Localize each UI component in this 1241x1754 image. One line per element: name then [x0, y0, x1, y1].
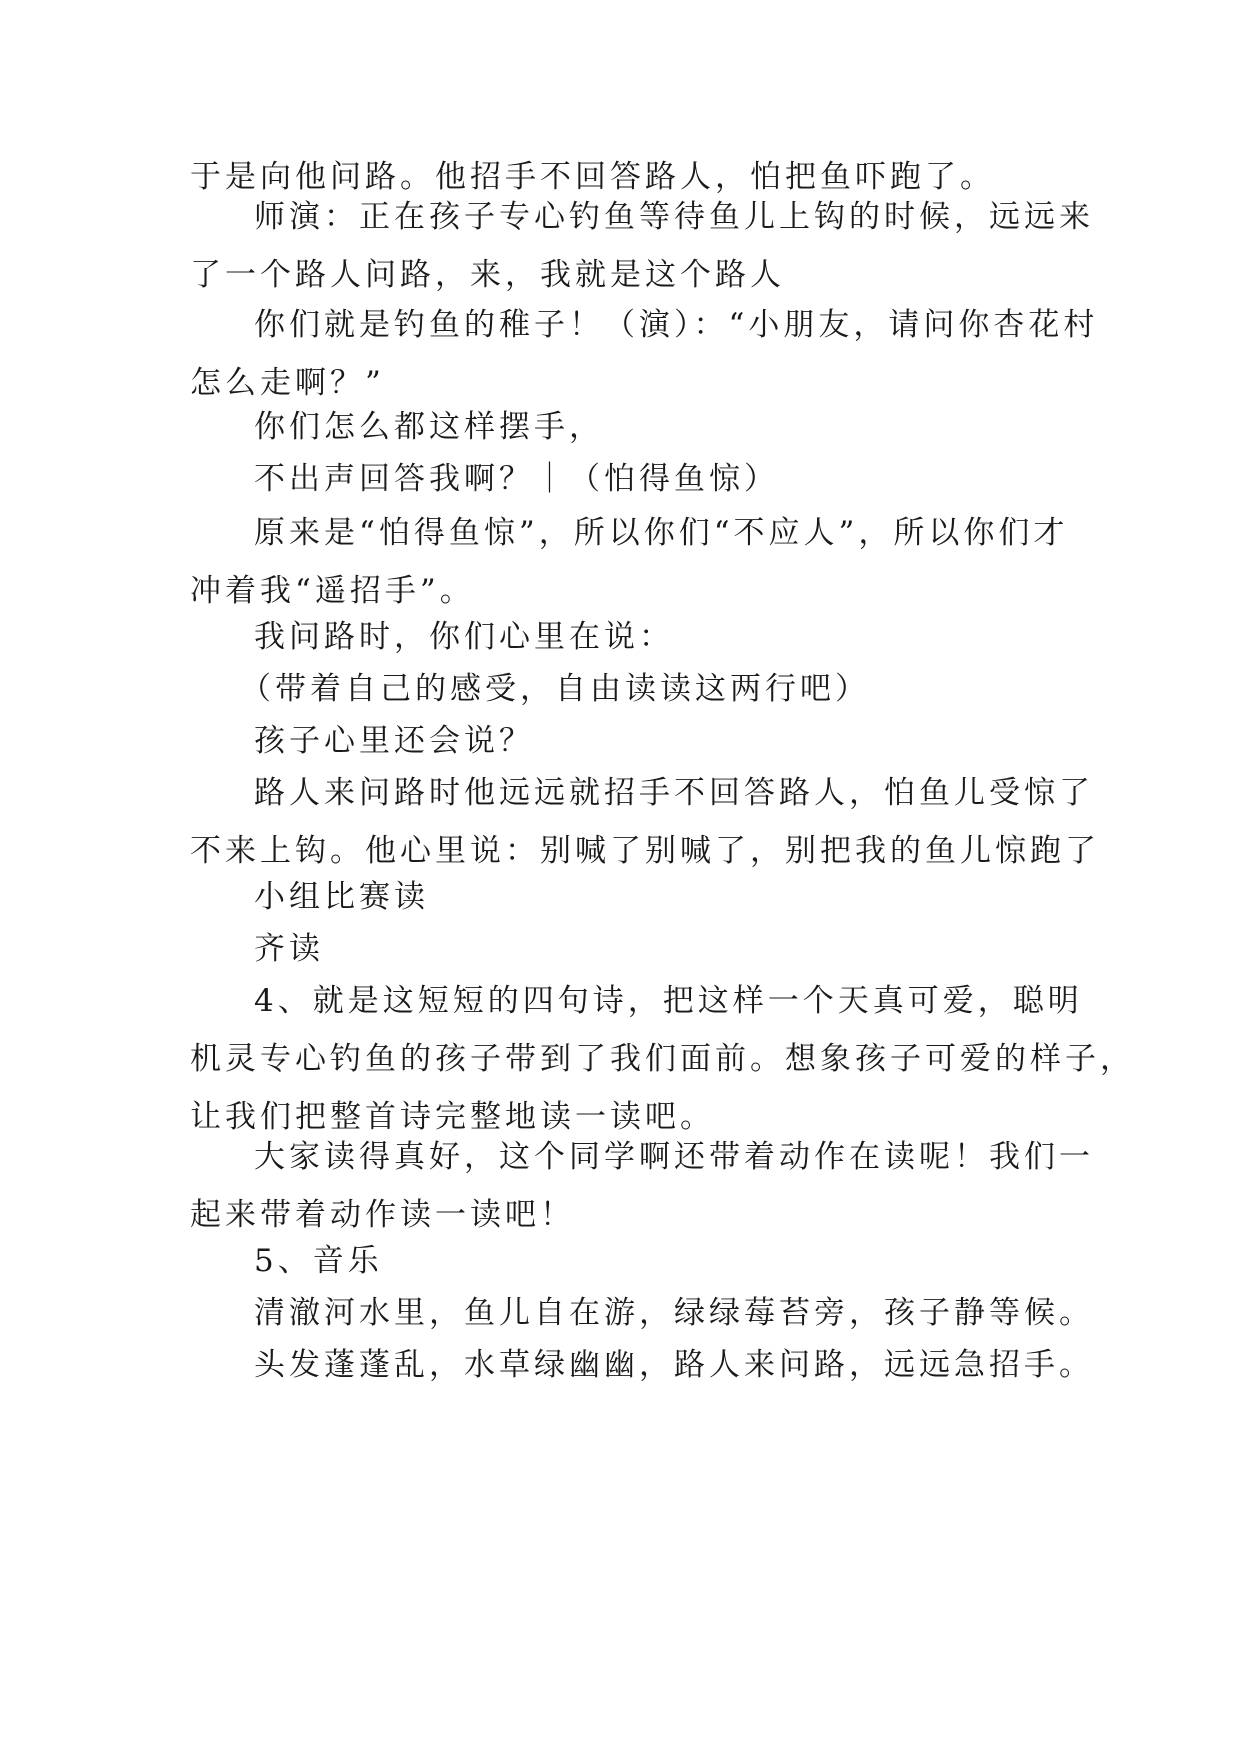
text-line: 清澈河水里，鱼儿自在游，绿绿莓苔旁，孩子静等候。	[254, 1295, 1094, 1331]
text-line: 路人来问路时他远远就招手不回答路人，怕鱼儿受惊了	[254, 775, 1094, 811]
text-line: 头发蓬蓬乱，水草绿幽幽，路人来问路，远远急招手。	[254, 1347, 1094, 1383]
text-line: 你们就是钓鱼的稚子！（演）：“小朋友，请问你杏花村	[254, 307, 1099, 343]
paragraph-11	[190, 868, 1060, 926]
paragraph-2	[190, 188, 1094, 304]
text-line: 齐读	[254, 931, 324, 967]
paragraph-16	[190, 1284, 1094, 1342]
text-line: 让我们把整首诗完整地读一读吧。	[190, 1099, 715, 1135]
text-line: 4、就是这短短的四句诗，把这样一个天真可爱，聪明	[254, 983, 1083, 1019]
text-line: 你们怎么都这样摆手，	[254, 409, 604, 445]
paragraph-3	[190, 296, 1099, 412]
text-line: 我问路时，你们心里在说：	[254, 619, 674, 655]
text-line: 冲着我“遥招手”。	[190, 573, 475, 609]
text-line: 了一个路人问路，来，我就是这个路人	[190, 257, 785, 293]
paragraph-9	[190, 712, 1060, 770]
text-line: 大家读得真好，这个同学啊还带着动作在读呢！我们一	[254, 1139, 1094, 1175]
paragraph-12	[190, 920, 1060, 978]
text-line: 不出声回答我啊？｜（怕得鱼惊）	[254, 461, 779, 497]
text-line: 小组比赛读	[254, 879, 429, 915]
text-line: 师演：正在孩子专心钓鱼等待鱼儿上钩的时候，远远来	[254, 199, 1094, 235]
text-line: 不来上钩。他心里说：别喊了别喊了，别把我的鱼儿惊跑了	[190, 833, 1100, 869]
paragraph-15	[190, 1232, 1060, 1290]
text-line: 机灵专心钓鱼的孩子带到了我们面前。想象孩子可爱的样子，	[190, 1041, 1135, 1077]
text-line: 于是向他问路。他招手不回答路人，怕把鱼吓跑了。	[190, 159, 995, 195]
text-line: 孩子心里还会说？	[254, 723, 534, 759]
paragraph-17	[190, 1336, 1094, 1394]
paragraph-6	[190, 504, 1069, 620]
text-line: 5、音乐	[254, 1243, 383, 1279]
text-line: （带着自己的感受，自由读读这两行吧）	[240, 671, 870, 707]
paragraph-7	[190, 608, 1060, 666]
paragraph-4	[190, 398, 1060, 456]
paragraph-13	[190, 972, 1135, 1146]
paragraph-5	[190, 450, 1060, 508]
text-line: 原来是“怕得鱼惊”，所以你们“不应人”，所以你们才	[254, 515, 1069, 551]
paragraph-8	[190, 660, 1060, 718]
text-line: 起来带着动作读一读吧！	[190, 1197, 575, 1233]
paragraph-14	[190, 1128, 1094, 1244]
text-line: 怎么走啊？”	[190, 365, 385, 401]
paragraph-10	[190, 764, 1100, 880]
